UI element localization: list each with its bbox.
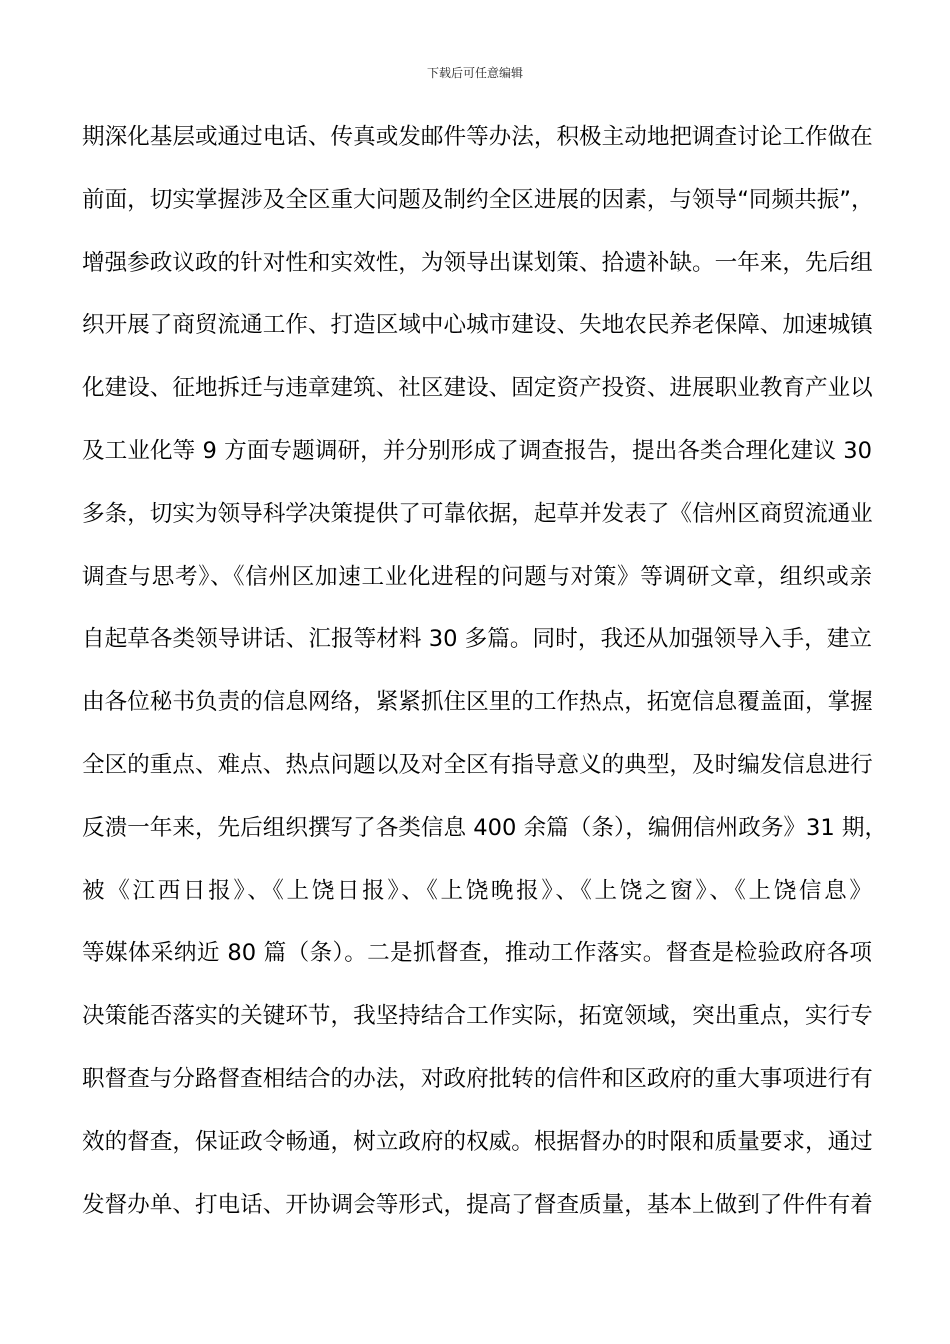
text-line: 反溃一年来，先后组织撰写了各类信息 400 余篇（条），编佣信州政务》31 期， xyxy=(82,814,888,841)
text-line: 及工业化等 9 方面专题调研，并分别形成了调查报告，提出各类合理化建议 30 xyxy=(82,437,872,464)
text-line: 织开展了商贸流通工作、打造区域中心城市建设、失地农民养老保障、加速城镇 xyxy=(82,312,873,339)
page-header: 下载后可任意编辑 xyxy=(426,66,523,80)
text-line: 发督办单、打电话、开协调会等形式，提高了督查质量，基本上做到了件件有着 xyxy=(82,1191,873,1218)
document-body xyxy=(82,116,888,1246)
text-line: 决策能否落实的关键环节，我坚持结合工作实际，拓宽领域，突出重点，实行专 xyxy=(82,1003,873,1030)
text-line: 增强参政议政的针对性和实效性，为领导出谋划策、拾遗补缺。一年来，先后组 xyxy=(82,249,873,276)
text-line: 自起草各类领导讲话、汇报等材料 30 多篇。同时，我还从加强领导入手，建立 xyxy=(82,626,872,653)
text-line: 效的督查，保证政令畅通，树立政府的权威。根据督办的时限和质量要求，通过 xyxy=(82,1128,873,1155)
text-line: 由各位秘书负责的信息网络，紧紧抓住区里的工作热点，拓宽信息覆盖面，掌握 xyxy=(82,689,873,716)
text-line: 多条，切实为领导科学决策提供了可靠依据，起草并发表了《信州区商贸流通业 xyxy=(82,500,873,527)
text-line: 全区的重点、难点、热点问题以及对全区有指导意义的典型，及时编发信息进行 xyxy=(82,751,873,778)
text-line: 前面，切实掌握涉及全区重大问题及制约全区进展的因素，与领导“同频共振”， xyxy=(82,186,874,213)
text-line: 等媒体采纳近 80 篇（条）。二是抓督查，推动工作落实。督查是检验政府各项 xyxy=(82,940,872,967)
text-line: 期深化基层或通过电话、传真或发邮件等办法，积极主动地把调查讨论工作做在 xyxy=(82,124,873,150)
text-line: 被《江西日报》、《上饶日报》、《上饶晚报》、《上饶之窗》、《上饶信息》 xyxy=(82,877,872,904)
text-line: 化建设、征地拆迁与违章建筑、社区建设、固定资产投资、进展职业教育产业以 xyxy=(82,375,873,402)
text-line: 职督查与分路督查相结合的办法，对政府批转的信件和区政府的重大事项进行有 xyxy=(82,1065,873,1092)
text-line: 调查与思考》、《信州区加速工业化进程的问题与对策》等调研文章，组织或亲 xyxy=(82,563,872,590)
